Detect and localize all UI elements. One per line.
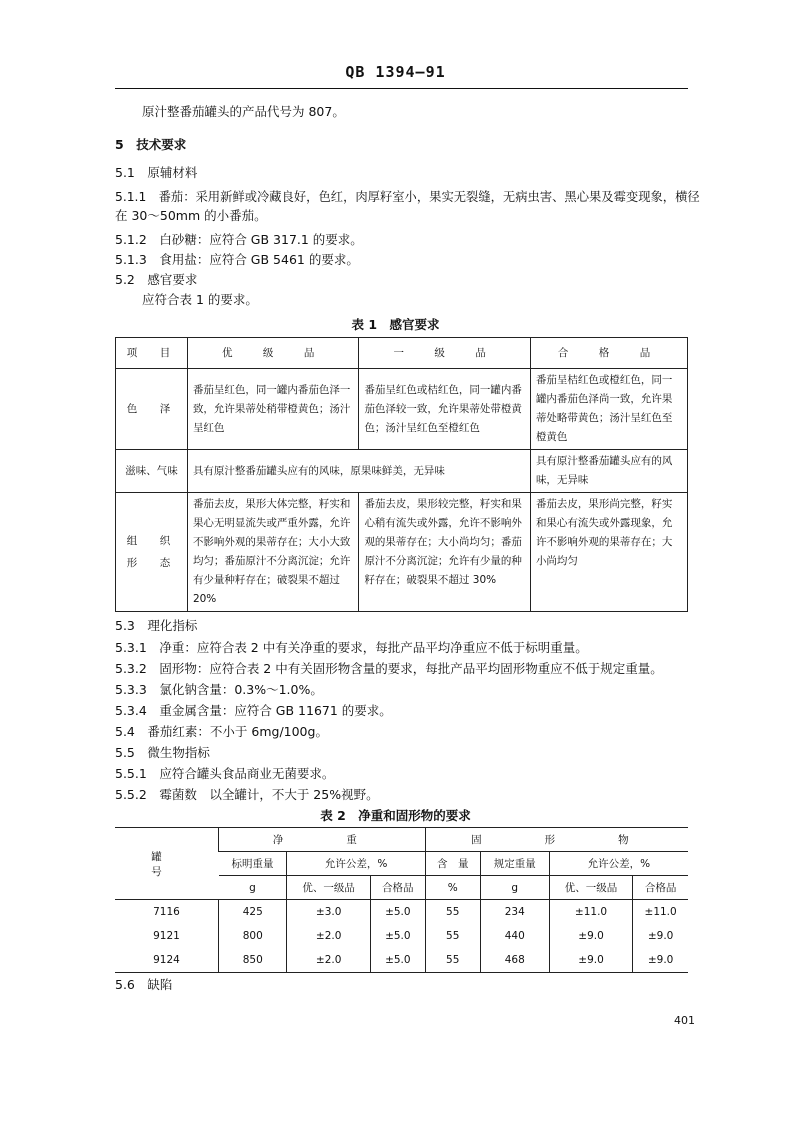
section-5-2: 5.2 感官要求: [115, 272, 198, 287]
net-weight-solids-table: [115, 827, 688, 973]
table-row: [115, 924, 688, 948]
table-header-cell: 含 量: [425, 852, 480, 876]
table-cell: 55: [425, 948, 480, 973]
section-5-3-1: 5.3.1 净重：应符合表 2 中有关净重的要求，每批产品平均净重应不低于标明重量。: [115, 640, 588, 655]
table-cell: 9124: [115, 948, 219, 973]
table-cell: ±9.0: [549, 924, 632, 948]
section-5-5-2: 5.5.2 霉菌数 以全罐计，不大于 25%视野。: [115, 787, 379, 802]
sensory-requirements-table: [115, 337, 688, 612]
table-row: [116, 493, 688, 612]
table-header-cell: 合 格 品: [530, 338, 687, 369]
table-cell: 425: [219, 900, 287, 925]
table-cell: 234: [480, 900, 549, 925]
table-header-cell: 规定重量: [480, 852, 549, 876]
table2-title: 表 2 净重和固形物的要求: [320, 808, 471, 823]
table-header-cell: 一 级 品: [359, 338, 531, 369]
table-header-cell: 项 目: [116, 338, 188, 369]
table-row: [116, 369, 688, 450]
section-5-5-1: 5.5.1 应符合罐头食品商业无菌要求。: [115, 766, 335, 781]
section-5-heading: 5 技术要求: [115, 137, 187, 152]
table-cell: 组 织 形 态: [116, 493, 188, 612]
product-code-line: 原汁整番茄罐头的产品代号为 807。: [142, 104, 345, 119]
header-rule: [115, 88, 688, 89]
table-header-cell: g: [219, 876, 287, 900]
table-header-cell: 合格品: [633, 876, 688, 900]
table-cell: ±11.0: [633, 900, 688, 925]
table-cell: ±5.0: [370, 948, 425, 973]
table-header-cell: 固 形 物: [425, 828, 688, 852]
section-5-3-2: 5.3.2 固形物：应符合表 2 中有关固形物含量的要求，每批产品平均固形物重应不低于规定重量。: [115, 661, 663, 676]
section-5-6: 5.6 缺陷: [115, 977, 173, 992]
section-5-5: 5.5 微生物指标: [115, 745, 210, 760]
table-row: [116, 338, 688, 369]
section-5-1: 5.1 原辅材料: [115, 165, 198, 180]
standard-header: QB 1394—91: [345, 63, 446, 81]
section-5-1-2: 5.1.2 白砂糖：应符合 GB 317.1 的要求。: [115, 232, 363, 247]
table-row: [116, 450, 688, 493]
section-5-3: 5.3 理化指标: [115, 618, 198, 633]
table-header-cell: 合格品: [370, 876, 425, 900]
table-cell: 440: [480, 924, 549, 948]
table-header-cell: 允许公差，%: [287, 852, 425, 876]
table-cell: 468: [480, 948, 549, 973]
table-cell: 滋味、气味: [116, 450, 188, 493]
section-5-1-1: 5.1.1 番茄：采用新鲜或冷藏良好，色红，肉厚籽室小，果实无裂缝，无病虫害、黑心果及霉变现象，横径: [115, 190, 700, 204]
table-cell: 色 泽: [116, 369, 188, 450]
table-cell: ±3.0: [287, 900, 370, 925]
table-cell: 番茄呈桔红色或橙红色，同一罐内番茄色泽尚一致，允许果蒂处略带黄色；汤汁呈红色至橙黄色: [530, 369, 687, 450]
table-cell: ±2.0: [287, 948, 370, 973]
table-cell: 7116: [153, 906, 180, 918]
table-cell: 番茄呈红色或桔红色，同一罐内番茄色泽较一致，允许果蒂处带橙黄色；汤汁呈红色至橙红色: [359, 369, 531, 450]
table-cell: 55: [425, 900, 480, 925]
table-cell: 800: [219, 924, 287, 948]
table-row: [115, 828, 688, 852]
table-cell: ±2.0: [287, 924, 370, 948]
table-cell: ±9.0: [633, 924, 688, 948]
table-cell: ±9.0: [633, 948, 688, 973]
table-cell: 番茄呈红色，同一罐内番茄色泽一致，允许果蒂处稍带橙黄色；汤汁呈红色: [187, 369, 359, 450]
table-cell: ±11.0: [549, 900, 632, 925]
table-header-cell: 优、一级品: [549, 876, 632, 900]
table-cell: 番茄去皮，果形大体完整，籽实和果心无明显流失或严重外露，允许不影响外观的果蒂存在；大小大致均匀；番茄原汁不分离沉淀；允许有少量种籽存在；破裂果不超过 20%: [187, 493, 359, 612]
table-cell: ±5.0: [370, 924, 425, 948]
table-row: [115, 900, 688, 925]
section-5-3-4: 5.3.4 重金属含量：应符合 GB 11671 的要求。: [115, 703, 392, 718]
table-header-cell: 罐 号: [115, 828, 219, 900]
table-cell: 55: [425, 924, 480, 948]
page-number: 401: [674, 1014, 695, 1027]
section-5-4: 5.4 番茄红素：不小于 6mg/100g。: [115, 724, 328, 739]
table-cell: ±9.0: [549, 948, 632, 973]
table-header-cell: 优、一级品: [287, 876, 370, 900]
section-5-1-3: 5.1.3 食用盐：应符合 GB 5461 的要求。: [115, 252, 359, 267]
table-cell: 9121: [153, 930, 180, 942]
table-row: [115, 948, 688, 973]
table1-title: 表 1 感官要求: [351, 317, 440, 332]
table-cell: 850: [219, 948, 287, 973]
table-header-cell: 标明重量: [219, 852, 287, 876]
table-cell: 具有原汁整番茄罐头应有的风味，原果味鲜美，无异味: [187, 450, 530, 493]
section-5-3-3: 5.3.3 氯化钠含量：0.3%～1.0%。: [115, 682, 323, 697]
table-header-cell: 优 级 品: [187, 338, 359, 369]
table-cell: 番茄去皮，果形较完整，籽实和果心稍有流失或外露，允许不影响外观的果蒂存在；大小尚均匀；番茄原汁不分离沉淀；允许有少量的种籽存在；破裂果不超过 30%: [359, 493, 531, 612]
table-header-cell: %: [425, 876, 480, 900]
section-5-1-1-cont: 在 30～50mm 的小番茄。: [115, 208, 267, 223]
table-cell: 具有原汁整番茄罐头应有的风味，无异味: [530, 450, 687, 493]
table-header-cell: g: [480, 876, 549, 900]
table-cell: ±5.0: [370, 900, 425, 925]
section-5-2-text: 应符合表 1 的要求。: [142, 292, 258, 307]
table-header-cell: 净 重: [219, 828, 426, 852]
table-header-cell: 允许公差，%: [549, 852, 688, 876]
table-cell: 番茄去皮，果形尚完整，籽实和果心有流失或外露现象，允许不影响外观的果蒂存在；大小尚均匀: [530, 493, 687, 612]
